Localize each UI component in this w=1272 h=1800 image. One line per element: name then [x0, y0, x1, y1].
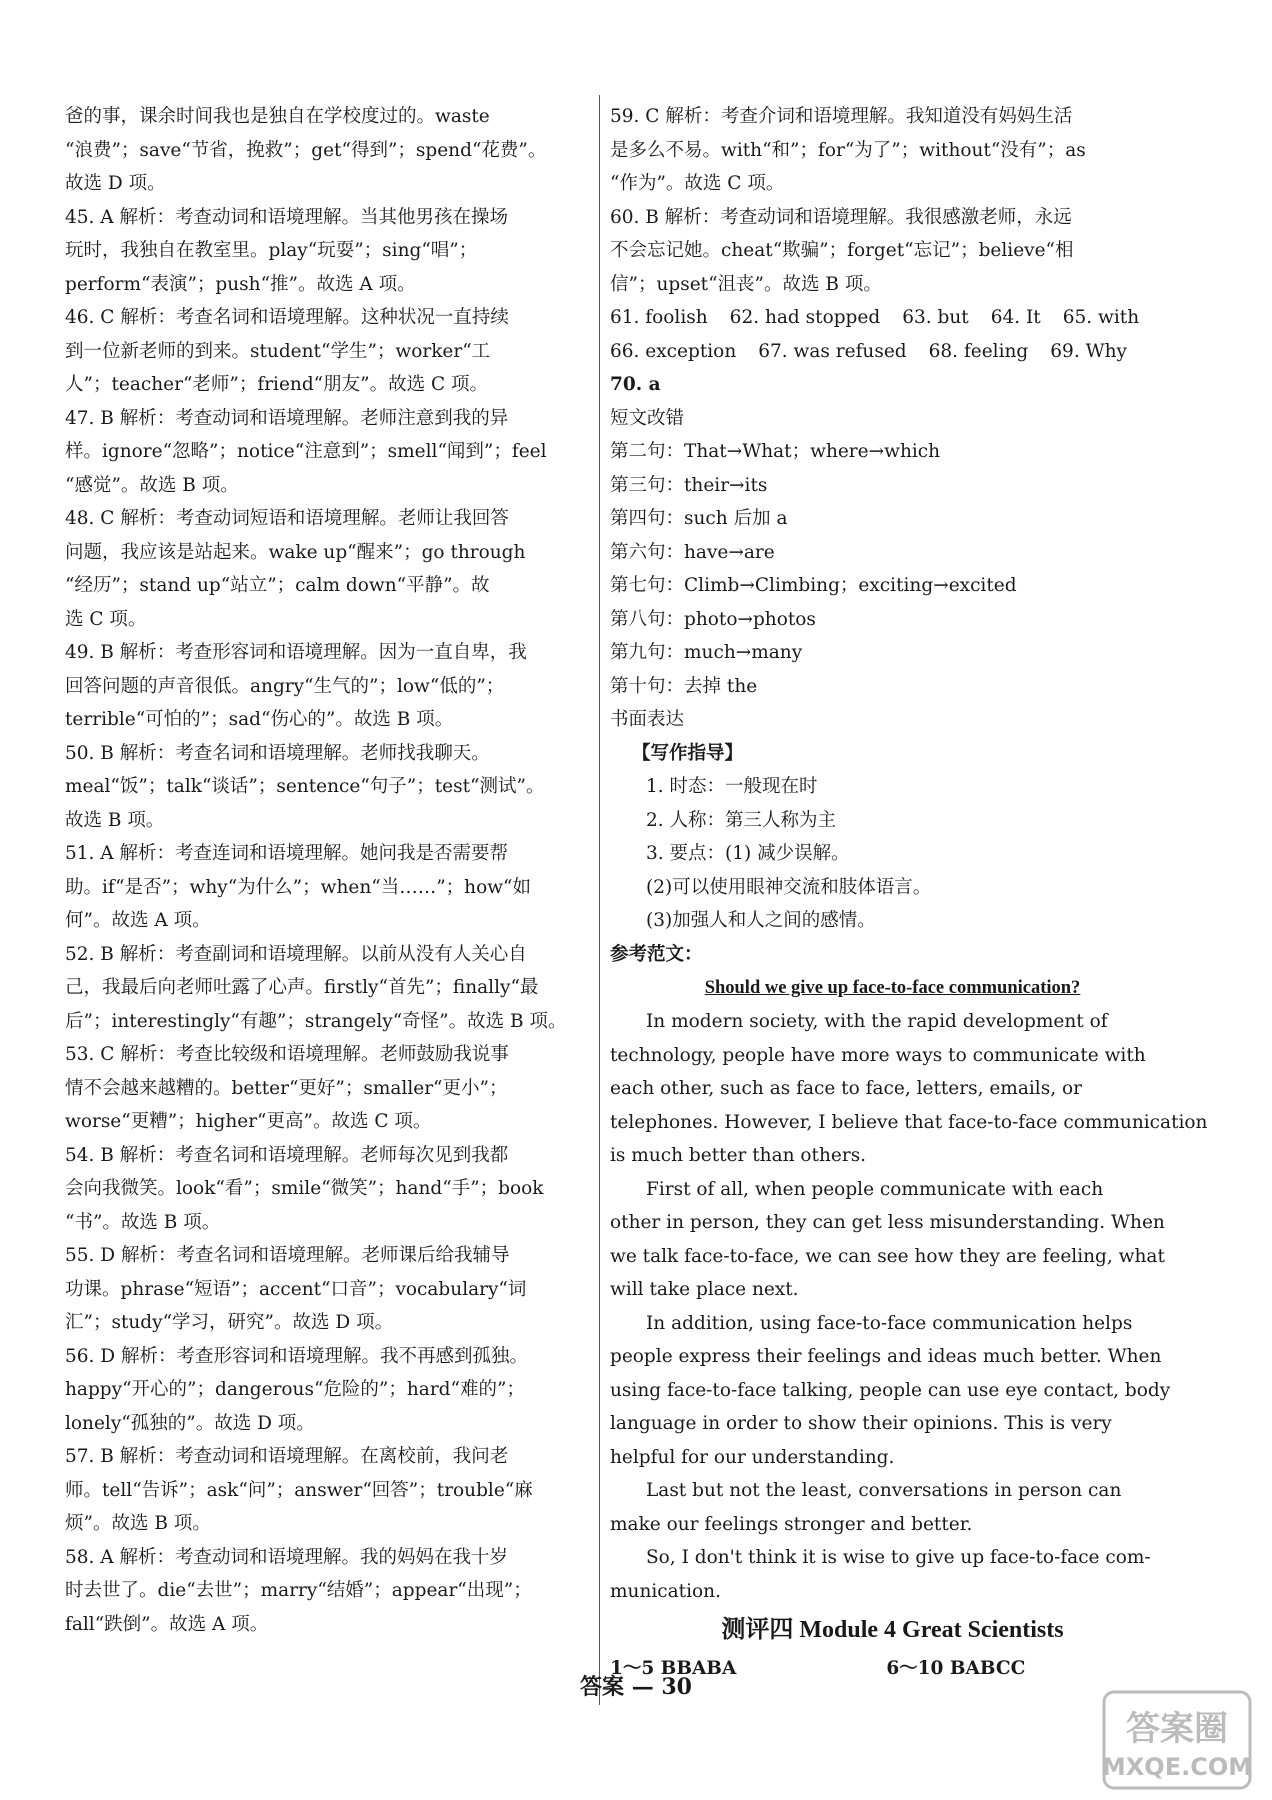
fill-answers-row-1 [610, 301, 1175, 335]
correction-item: 第七句：Climb→Climbing；exciting→excited [610, 575, 1017, 596]
answer-line: 功课。phrase“短语”；accent“口音”；vocabulary“词 [65, 1278, 527, 1300]
answer-line: 51. A 解析：考查连词和语境理解。她问我是否需要帮 [65, 843, 509, 864]
answer-line: 后”；interestingly“有趣”；strangely“奇怪”。故选 B 项。 [65, 1010, 567, 1032]
answer-line: 信”；upset“沮丧”。故选 B 项。 [610, 273, 882, 295]
answer-item: 67. was refused [758, 340, 907, 362]
answer-line: 49. B 解析：考查形容词和语境理解。因为一直自卑，我 [65, 642, 527, 663]
correction-item: 第二句：That→What；where→which [610, 441, 941, 462]
essay-paragraph [610, 1307, 1175, 1475]
answer-line: 何”。故选 A 项。 [65, 910, 211, 931]
guide-item: 2. 人称：第三人称为主 [646, 809, 837, 831]
essay-line: is much better than others. [610, 1145, 867, 1166]
essay-line: munication. [610, 1580, 721, 1602]
guide-item: (3)加强人和人之间的感情。 [646, 910, 876, 931]
answer-line: terrible“可怕的”；sad“伤心的”。故选 B 项。 [65, 709, 454, 730]
essay-line: technology, people have more ways to communicate with [610, 1044, 1146, 1066]
essay-line: we talk face-to-face, we can see how they are feeling, what [610, 1245, 1165, 1267]
essay-paragraph [610, 1541, 1175, 1608]
answer-line: 59. C 解析：考查介词和语境理解。我知道没有妈妈生活 [610, 106, 1073, 127]
answer-line: “作为”。故选 C 项。 [610, 173, 785, 194]
answer-line: 人”；teacher“老师”；friend“朋友”。故选 C 项。 [65, 374, 488, 395]
answer-line: 问题，我应该是站起来。wake up“醒来”；go through [65, 541, 526, 563]
essay-line: Last but not the least, conversations in person can [646, 1480, 1122, 1501]
answer-line: 爸的事，课余时间我也是独自在学校度过的。waste [65, 106, 490, 127]
svg-text:答案圈: 答案圈 [1126, 1709, 1228, 1749]
answer-line: 情不会越来越糟的。better“更好”；smaller“更小”； [65, 1077, 508, 1099]
essay-paragraph [610, 1474, 1175, 1541]
answer-item: 6～10 BABCC [886, 1658, 1026, 1679]
essay-line: people express their feelings and ideas much better. When [610, 1346, 1162, 1367]
correction-heading: 短文改错 [610, 407, 685, 429]
answer-line: “书”。故选 B 项。 [65, 1211, 221, 1233]
correction-list [610, 435, 1175, 703]
answer-item: 64. It [990, 307, 1041, 328]
watermark-logo [1102, 1690, 1252, 1790]
essay-line: each other, such as face to face, letters, emails, or [610, 1078, 1082, 1099]
answer-line: 53. C 解析：考查比较级和语境理解。老师鼓励我说事 [65, 1044, 509, 1065]
page-footer [0, 1670, 1272, 1701]
sample-heading: 参考范文： [610, 943, 703, 965]
answer-line: 烦”。故选 B 项。 [65, 1513, 211, 1534]
guide-item: 1. 时态：一般现在时 [646, 776, 818, 797]
essay-line: other in person, they can get less misunderstanding. When [610, 1212, 1165, 1233]
answer-item: 68. feeling [928, 340, 1029, 362]
answer-line: 故选 B 项。 [65, 809, 165, 831]
answer-line: 助。if“是否”；why“为什么”；when“当……”；how“如 [65, 876, 532, 898]
essay-paragraph [610, 1005, 1208, 1173]
guide-list [610, 770, 1175, 938]
answer-line: “浪费”；save“节省，挽救”；get“得到”；spend“花费”。 [65, 139, 547, 161]
answer-line: fall“跌倒”。故选 A 项。 [65, 1613, 269, 1635]
essay-title: Should we give up face-to-face communication? [704, 978, 1081, 998]
answer-item: 69. Why [1050, 340, 1127, 362]
answer-line: 师。tell“告诉”；ask“问”；answer“回答”；trouble“麻 [65, 1479, 533, 1501]
essay-line: telephones. However, I believe that face-to-face communication [610, 1111, 1208, 1133]
answer-line: meal“饭”；talk“谈话”；sentence“句子”；test“测试”。 [65, 776, 545, 797]
answer-line: perform“表演”；push“推”。故选 A 项。 [65, 273, 416, 295]
answer-item: 62. had stopped [729, 307, 881, 328]
module-title: 测评四 Module 4 Great Scientists [721, 1617, 1064, 1643]
answer-line: lonely“孤独的”。故选 D 项。 [65, 1412, 315, 1434]
answer-line: 到一位新老师的到来。student“学生”；worker“工 [65, 340, 491, 362]
answer-line: 己，我最后向老师吐露了心声。firstly“首先”；finally“最 [65, 977, 539, 998]
fill-answer-70: 70. a [610, 374, 661, 395]
essay-body [610, 1005, 1208, 1608]
answer-item: 66. exception [610, 340, 737, 362]
answer-line: “感觉”。故选 B 项。 [65, 474, 239, 496]
guide-item: (2)可以使用眼神交流和肢体语言。 [646, 876, 932, 898]
answer-item: 65. with [1062, 307, 1140, 328]
fill-answers-row-2 [610, 335, 1175, 369]
answer-line: 会向我微笑。look“看”；smile“微笑”；hand“手”；book [65, 1178, 544, 1199]
essay-line: So, I don't think it is wise to give up face-to-face com- [646, 1547, 1151, 1568]
essay-line: In addition, using face-to-face communication helps [646, 1312, 1133, 1334]
answer-line: 56. D 解析：考查形容词和语境理解。我不再感到孤独。 [65, 1345, 529, 1367]
essay-paragraph [610, 1173, 1175, 1307]
answer-line: 50. B 解析：考查名词和语境理解。老师找我聊天。 [65, 742, 490, 764]
answer-line: 汇”；study“学习，研究”。故选 D 项。 [65, 1312, 394, 1333]
writing-heading: 书面表达 [610, 709, 685, 730]
answer-line: 60. B 解析：考查动词和语境理解。我很感激老师，永远 [610, 206, 1072, 228]
essay-line: First of all, when people communicate with each [646, 1178, 1104, 1200]
answer-line: 54. B 解析：考查名词和语境理解。老师每次见到我都 [65, 1144, 509, 1166]
answer-line: 45. A 解析：考查动词和语境理解。当其他男孩在操场 [65, 206, 509, 228]
answer-line: 故选 D 项。 [65, 173, 166, 194]
guide-item: 3. 要点：(1) 减少误解。 [646, 843, 850, 864]
answer-line: 46. C 解析：考查名词和语境理解。这种状况一直持续 [65, 307, 509, 328]
answer-line: 选 C 项。 [65, 608, 147, 630]
answer-line: 是多么不易。with“和”；for“为了”；without“没有”；as [610, 139, 1086, 161]
answer-line: 回答问题的声音很低。angry“生气的”；low“低的”； [65, 675, 505, 697]
answer-line: 玩时，我独自在教室里。play“玩耍”；sing“唱”； [65, 240, 478, 261]
answer-explanations-59-60 [610, 100, 1175, 301]
answer-line: 时去世了。die“去世”；marry“结婚”；appear“出现”； [65, 1580, 532, 1601]
answer-line: worse“更糟”；higher“更高”。故选 C 项。 [65, 1111, 432, 1132]
answer-line: 55. D 解析：考查名词和语境理解。老师课后给我辅导 [65, 1245, 510, 1266]
correction-item: 第八句：photo→photos [610, 608, 816, 630]
right-column [610, 100, 1208, 1686]
correction-item: 第三句：their→its [610, 474, 768, 496]
essay-line: language in order to show their opinions. This is very [610, 1413, 1112, 1434]
essay-line: In modern society, with the rapid development of [646, 1011, 1108, 1032]
answer-line: happy“开心的”；dangerous“危险的”；hard“难的”； [65, 1379, 525, 1400]
answer-line: 58. A 解析：考查动词和语境理解。我的妈妈在我十岁 [65, 1546, 509, 1568]
answer-line: 48. C 解析：考查动词短语和语境理解。老师让我回答 [65, 508, 509, 529]
correction-item: 第十句：去掉 the [610, 675, 758, 697]
answer-item: 1～5 BBABA [610, 1658, 737, 1679]
answer-line: 57. B 解析：考查动词和语境理解。在离校前，我问老 [65, 1446, 509, 1467]
correction-item: 第九句：much→many [610, 642, 803, 663]
answer-item: 61. foolish [610, 307, 708, 328]
essay-line: make our feelings stronger and better. [610, 1513, 973, 1535]
correction-item: 第六句：have→are [610, 541, 775, 563]
correction-item: 第四句：such 后加 a [610, 508, 788, 529]
answer-item: 63. but [902, 307, 969, 328]
essay-line: helpful for our understanding. [610, 1446, 895, 1468]
svg-text:MXQE.COM: MXQE.COM [1102, 1753, 1252, 1781]
answer-line: “经历”；stand up“站立”；calm down“平静”。故 [65, 575, 490, 596]
answer-line: 47. B 解析：考查动词和语境理解。老师注意到我的异 [65, 407, 509, 429]
guide-heading: 【写作指导】 [632, 742, 744, 764]
left-column [65, 100, 595, 1641]
answer-line: 不会忘记她。cheat“欺骗”；forget“忘记”；believe“相 [610, 240, 1074, 261]
page-number: 答案 — 30 [580, 1674, 692, 1700]
answer-line: 样。ignore“忽略”；notice“注意到”；smell“闻到”；feel [65, 441, 547, 462]
answer-line: 52. B 解析：考查副词和语境理解。以前从没有人关心自 [65, 943, 527, 965]
essay-line: will take place next. [610, 1279, 799, 1300]
column-divider [599, 95, 600, 1705]
essay-line: using face-to-face talking, people can use eye contact, body [610, 1379, 1171, 1401]
